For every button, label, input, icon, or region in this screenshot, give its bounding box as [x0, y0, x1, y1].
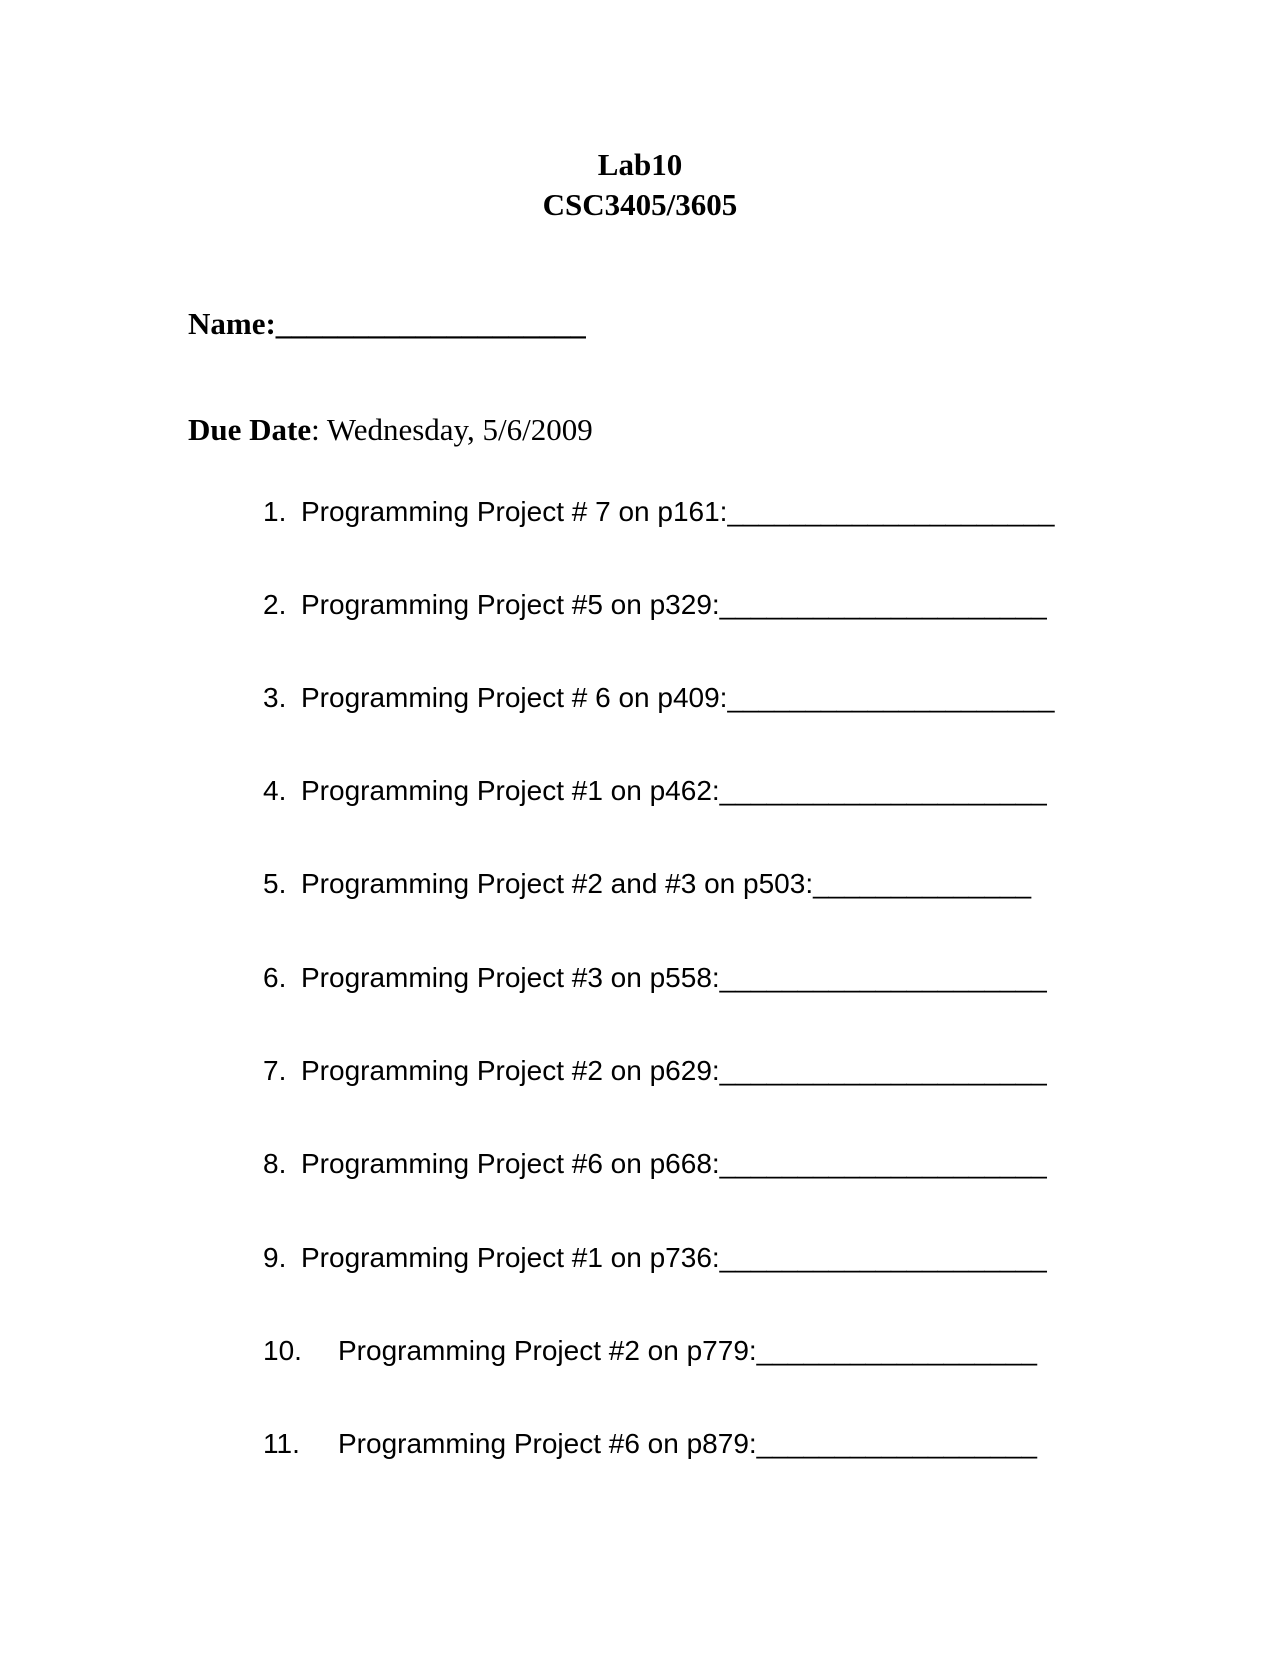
due-date-value: Wednesday, 5/6/2009 [326, 412, 593, 447]
list-item [263, 1053, 1047, 1089]
list-item-number: 1. [263, 496, 287, 527]
list-item [263, 1333, 1037, 1369]
due-date-separator: : [311, 412, 327, 447]
document-header [0, 145, 1280, 225]
list-item-number: 4. [263, 775, 287, 806]
due-date-line [188, 410, 593, 450]
list-item-number: 10. [263, 1335, 302, 1366]
list-item-text: Programming Project #6 on p668:_____________________ [301, 1148, 1047, 1179]
list-item-text: Programming Project # 6 on p409:_____________________ [301, 682, 1055, 713]
list-item-text: Programming Project #2 on p629:_____________________ [301, 1055, 1047, 1086]
list-item-number: 11. [263, 1428, 300, 1459]
list-item [263, 773, 1047, 809]
list-item-number: 2. [263, 589, 287, 620]
list-item [263, 960, 1047, 996]
list-item-number: 8. [263, 1148, 287, 1179]
course-code: CSC3405/3605 [542, 187, 738, 222]
list-item-text: Programming Project #2 and #3 on p503:______________ [301, 868, 1032, 899]
list-item [263, 866, 1031, 902]
list-item [263, 680, 1054, 716]
due-date-label: Due Date [188, 412, 312, 447]
list-item [263, 1426, 1037, 1462]
list-item-text: Programming Project # 7 on p161:_____________________ [301, 496, 1055, 527]
list-item-text: Programming Project #1 on p736:_____________________ [301, 1242, 1047, 1273]
name-field: Name:____________________ [188, 306, 586, 341]
list-item-number: 3. [263, 682, 287, 713]
list-item-number: 9. [263, 1242, 287, 1273]
list-item-text: Programming Project #3 on p558:_____________________ [301, 962, 1047, 993]
list-item-number: 7. [263, 1055, 287, 1086]
list-item-text: Programming Project #5 on p329:_____________________ [301, 589, 1047, 620]
list-item [263, 1146, 1047, 1182]
list-item-text: Programming Project #1 on p462:_____________________ [301, 775, 1047, 806]
list-item [263, 1240, 1047, 1276]
list-item-number: 5. [263, 868, 287, 899]
list-item [263, 494, 1054, 530]
list-item [263, 587, 1047, 623]
document-title: Lab10 [597, 147, 683, 182]
list-item-text: Programming Project #2 on p779:__________________ [338, 1335, 1037, 1366]
list-item-text: Programming Project #6 on p879:__________________ [338, 1428, 1037, 1459]
list-item-number: 6. [263, 962, 287, 993]
